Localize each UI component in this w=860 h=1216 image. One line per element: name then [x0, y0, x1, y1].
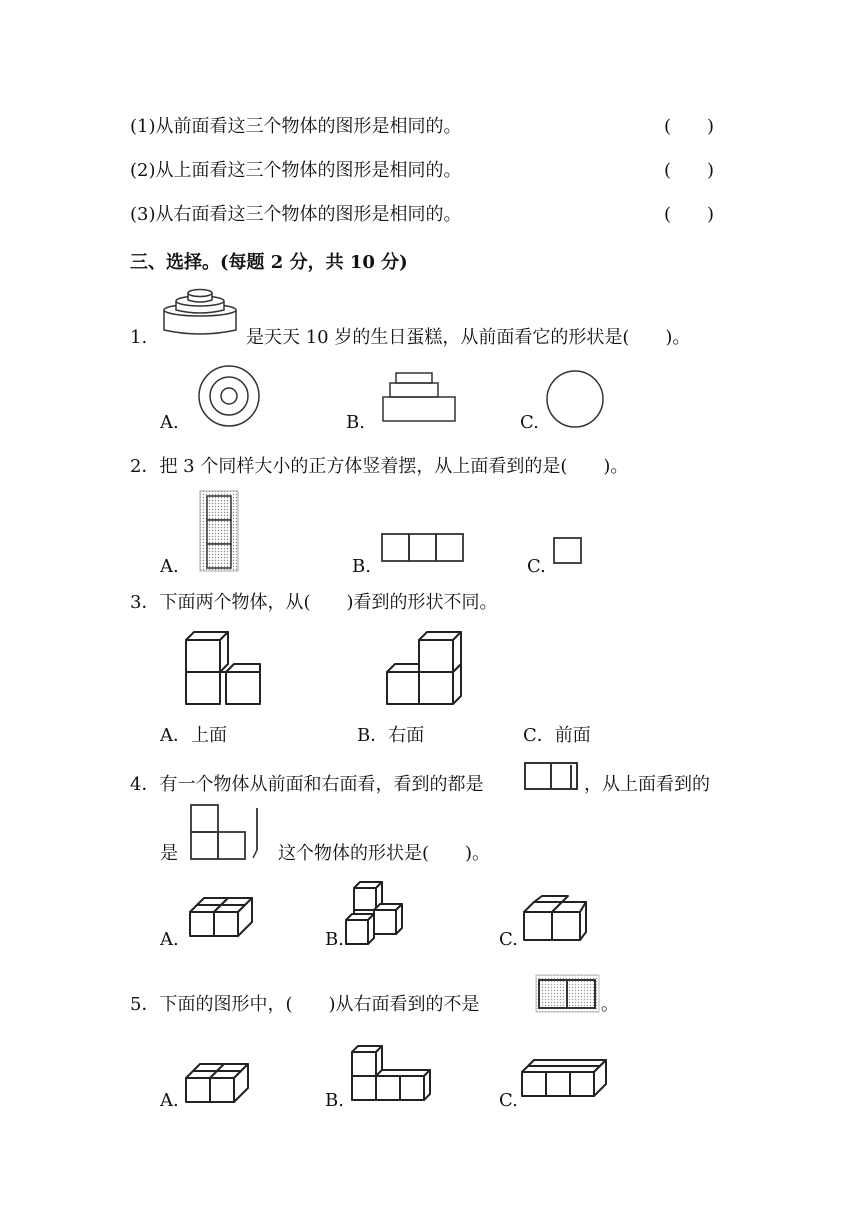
q5-option-c-figure [520, 1058, 612, 1102]
q5-text-tail: 。 [601, 994, 619, 1015]
stacked-rectangles-figure [382, 372, 456, 424]
q4-text-line1: 4．有一个物体从前面和右面看，看到的都是 [130, 774, 484, 795]
top-view-l-shape-figure [190, 804, 270, 862]
q4-option-b-figure [344, 878, 408, 946]
q5-option-a-figure [184, 1060, 254, 1106]
cube-group-left-figure [184, 630, 264, 708]
horizontal-three-squares-figure [381, 533, 465, 563]
q4-option-c-figure [522, 894, 590, 944]
q1-text: 是天天 10 岁的生日蛋糕，从前面看它的形状是( )。 [246, 327, 691, 348]
concentric-circles-figure [197, 364, 261, 428]
q4-option-b[interactable]: B. [325, 929, 344, 950]
q4-option-a[interactable]: A. [160, 929, 179, 950]
q3-option-c[interactable]: C．前面 [523, 725, 591, 746]
judge-answer-1[interactable]: ( ) [664, 116, 715, 137]
q1-number: 1. [130, 327, 148, 348]
q2-text: 2．把 3 个同样大小的正方体竖着摆，从上面看到的是( )。 [130, 456, 629, 477]
cube-group-right-figure [385, 630, 465, 708]
judge-answer-2[interactable]: ( ) [664, 160, 715, 181]
q5-option-a[interactable]: A. [160, 1090, 179, 1111]
judge-item-2: (2)从上面看这三个物体的图形是相同的。 [130, 160, 462, 181]
q4-text-line1-tail: ，从上面看到的 [584, 774, 710, 795]
q3-text: 3．下面两个物体，从( )看到的形状不同。 [130, 592, 498, 613]
judge-item-1: (1)从前面看这三个物体的图形是相同的。 [130, 116, 462, 137]
circle-figure [545, 370, 605, 428]
single-square-figure [553, 537, 583, 565]
q1-option-c[interactable]: C. [520, 412, 539, 433]
q5-option-c[interactable]: C. [499, 1090, 518, 1111]
q4-text-line2-tail: 这个物体的形状是( )。 [278, 843, 491, 864]
q4-option-a-figure [188, 894, 256, 938]
q5-option-b-figure [350, 1044, 430, 1102]
q3-option-a[interactable]: A．上面 [160, 725, 227, 746]
q4-option-c[interactable]: C. [499, 929, 518, 950]
q2-option-b[interactable]: B. [352, 556, 371, 577]
judge-item-3: (3)从右面看这三个物体的图形是相同的。 [130, 204, 462, 225]
q1-option-a[interactable]: A. [160, 412, 179, 433]
q1-option-b[interactable]: B. [346, 412, 365, 433]
right-view-two-squares-figure [535, 974, 601, 1014]
q5-option-b[interactable]: B. [325, 1090, 344, 1111]
q2-option-c[interactable]: C. [527, 556, 546, 577]
q5-text: 5．下面的图形中，( )从右面看到的不是 [130, 994, 480, 1015]
cake-image [160, 288, 240, 338]
vertical-three-squares-figure [199, 490, 239, 572]
q4-text-line2-head: 是 [160, 843, 178, 864]
q3-option-b[interactable]: B．右面 [357, 725, 425, 746]
section-heading: 三、选择。(每题 2 分，共 10 分) [130, 252, 408, 273]
judge-answer-3[interactable]: ( ) [664, 204, 715, 225]
front-right-view-figure [524, 762, 580, 792]
q2-option-a[interactable]: A. [160, 556, 179, 577]
